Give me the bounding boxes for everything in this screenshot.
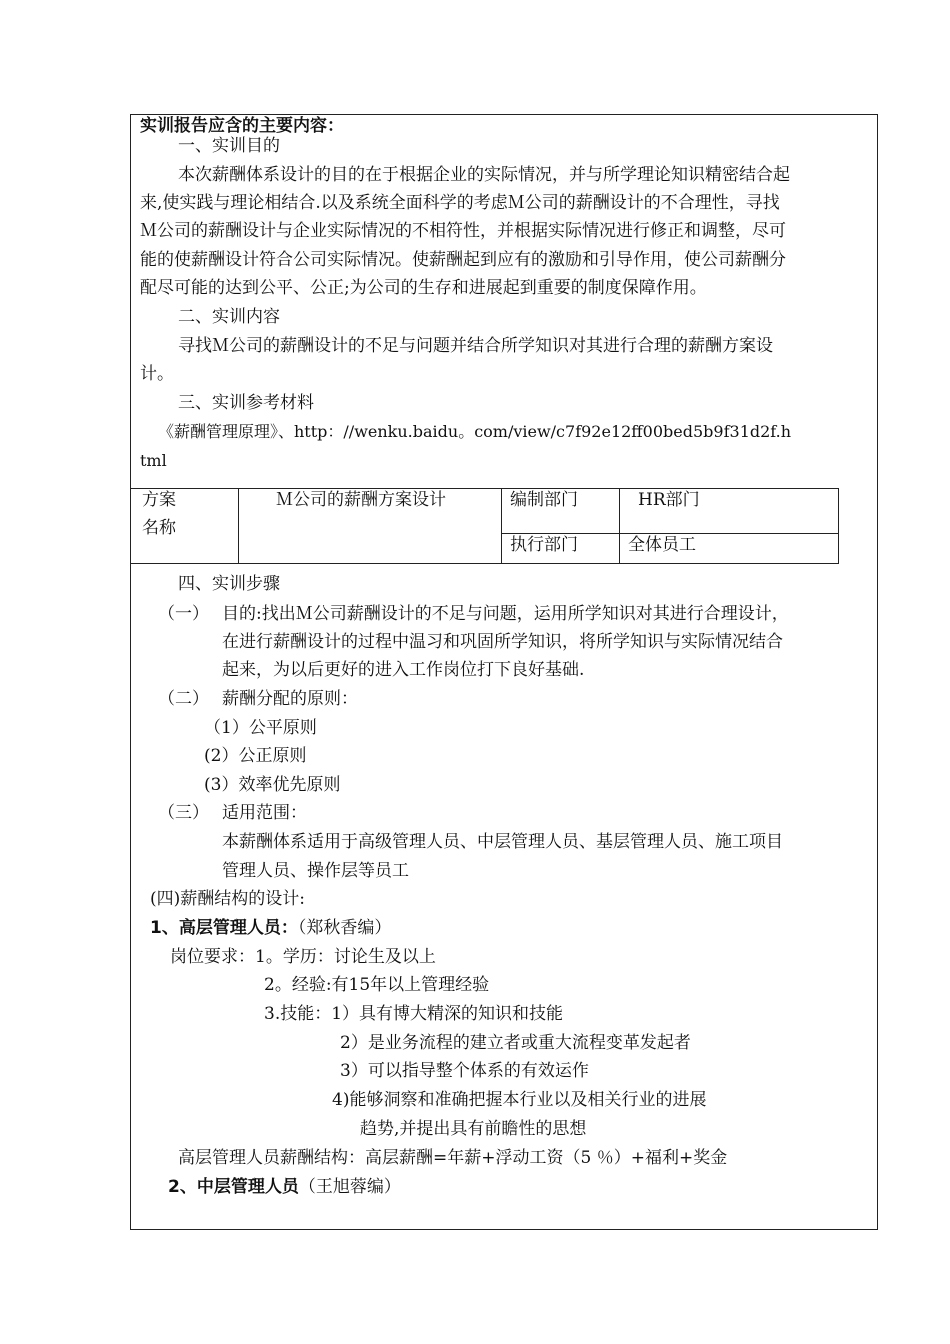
item-2-number: （二） [158,689,209,709]
item-3-number: （三） [158,803,209,823]
exec-value: 全体员工 [628,535,696,555]
steps-title: 四、实训步骤 [178,574,280,594]
reference-line-1: 《薪酬管理原理》、http：//wenku.baidu。com/view/c7f92e12ff00bed5b9f31d2f.h [158,422,792,441]
report-heading: 实训报告应含的主要内容： [140,116,344,136]
middle-title: 2、中层管理人员 [168,1177,299,1197]
requirement-3: 3.技能：1）具有博大精深的知识和技能 [264,1004,564,1024]
section-2-line-2: 计。 [140,364,174,384]
section-2-title: 二、实训内容 [178,307,280,327]
senior-heading [150,918,391,938]
requirement-2: 2。经验:有15年以上管理经验 [264,975,490,995]
plan-name-label-2: 名称 [142,518,176,538]
table-mid-border [501,533,839,534]
item-4-text: (四)薪酬结构的设计: [150,889,305,909]
skill-4-line-2: 趋势,并提出具有前瞻性的思想 [360,1119,587,1139]
table-divider-3 [619,488,620,564]
item-1-line-2: 在进行薪酬设计的过程中温习和巩固所学知识，将所学知识与实际情况结合 [222,632,783,652]
item-1-number: （一） [158,604,209,624]
middle-heading [168,1177,401,1197]
skill-3: 3）可以指导整个体系的有效运作 [340,1061,589,1081]
skill-4-line-1: 4)能够洞察和准确把握本行业以及相关行业的进展 [332,1090,707,1110]
table-divider-1 [238,488,239,564]
senior-title: 1、高层管理人员： [150,918,298,938]
table-right-border [838,488,839,564]
item-2-text: 薪酬分配的原则： [222,689,358,709]
scope-line-2: 管理人员、操作层等员工 [222,861,409,881]
section-1-title: 一、实训目的 [178,136,280,156]
requirement-1: 岗位要求：1。学历：讨论生及以上 [170,947,436,967]
table-bottom-border [130,563,839,564]
dept-value: HR部门 [638,490,700,510]
section-3-title: 三、实训参考材料 [178,393,314,413]
section-1-line-3: Ｍ公司的薪酬设计与企业实际情况的不相符性，并根据实际情况进行修正和调整，尽可 [140,221,786,241]
section-1-line-2: 来,使实践与理论相结合.以及系统全面科学的考虑Ｍ公司的薪酬设计的不合理性，寻找 [140,193,780,213]
principle-1: （1）公平原则 [204,718,317,738]
principle-2: (2）公正原则 [204,746,307,766]
section-1-line-1: 本次薪酬体系设计的目的在于根据企业的实际情况，并与所学理论知识精密结合起 [178,165,790,185]
senior-pay-structure: 高层管理人员薪酬结构：高层薪酬=年薪+浮动工资（5 ％）+福利+奖金 [178,1148,728,1168]
principle-3: (3）效率优先原则 [204,775,341,795]
section-1-line-5: 配尽可能的达到公平、公正;为公司的生存和进展起到重要的制度保障作用。 [140,278,707,298]
middle-editor: （王旭蓉编） [298,1177,401,1197]
reference-line-2: tml [140,451,167,470]
senior-editor: （郑秋香编） [297,918,392,938]
table-top-border [130,488,839,489]
exec-label: 执行部门 [510,535,578,555]
item-1-line-1: 目的:找出Ｍ公司薪酬设计的不足与问题，运用所学知识对其进行合理设计， [222,604,789,624]
dept-label: 编制部门 [510,490,578,510]
section-2-line-1: 寻找Ｍ公司的薪酬设计的不足与问题并结合所学知识对其进行合理的薪酬方案设 [178,336,773,356]
table-divider-2 [501,488,502,564]
skill-2: 2）是业务流程的建立者或重大流程变革发起者 [340,1033,691,1053]
item-1-line-3: 起来，为以后更好的进入工作岗位打下良好基础. [222,660,585,680]
section-1-line-4: 能的使薪酬设计符合公司实际情况。使薪酬起到应有的激励和引导作用，使公司薪酬分 [140,250,786,270]
scope-line-1: 本薪酬体系适用于高级管理人员、中层管理人员、基层管理人员、施工项目 [222,832,783,852]
item-3-text: 适用范围： [222,803,307,823]
plan-name-value: Ｍ公司的薪酬方案设计 [276,490,446,510]
plan-name-label-1: 方案 [142,490,176,510]
